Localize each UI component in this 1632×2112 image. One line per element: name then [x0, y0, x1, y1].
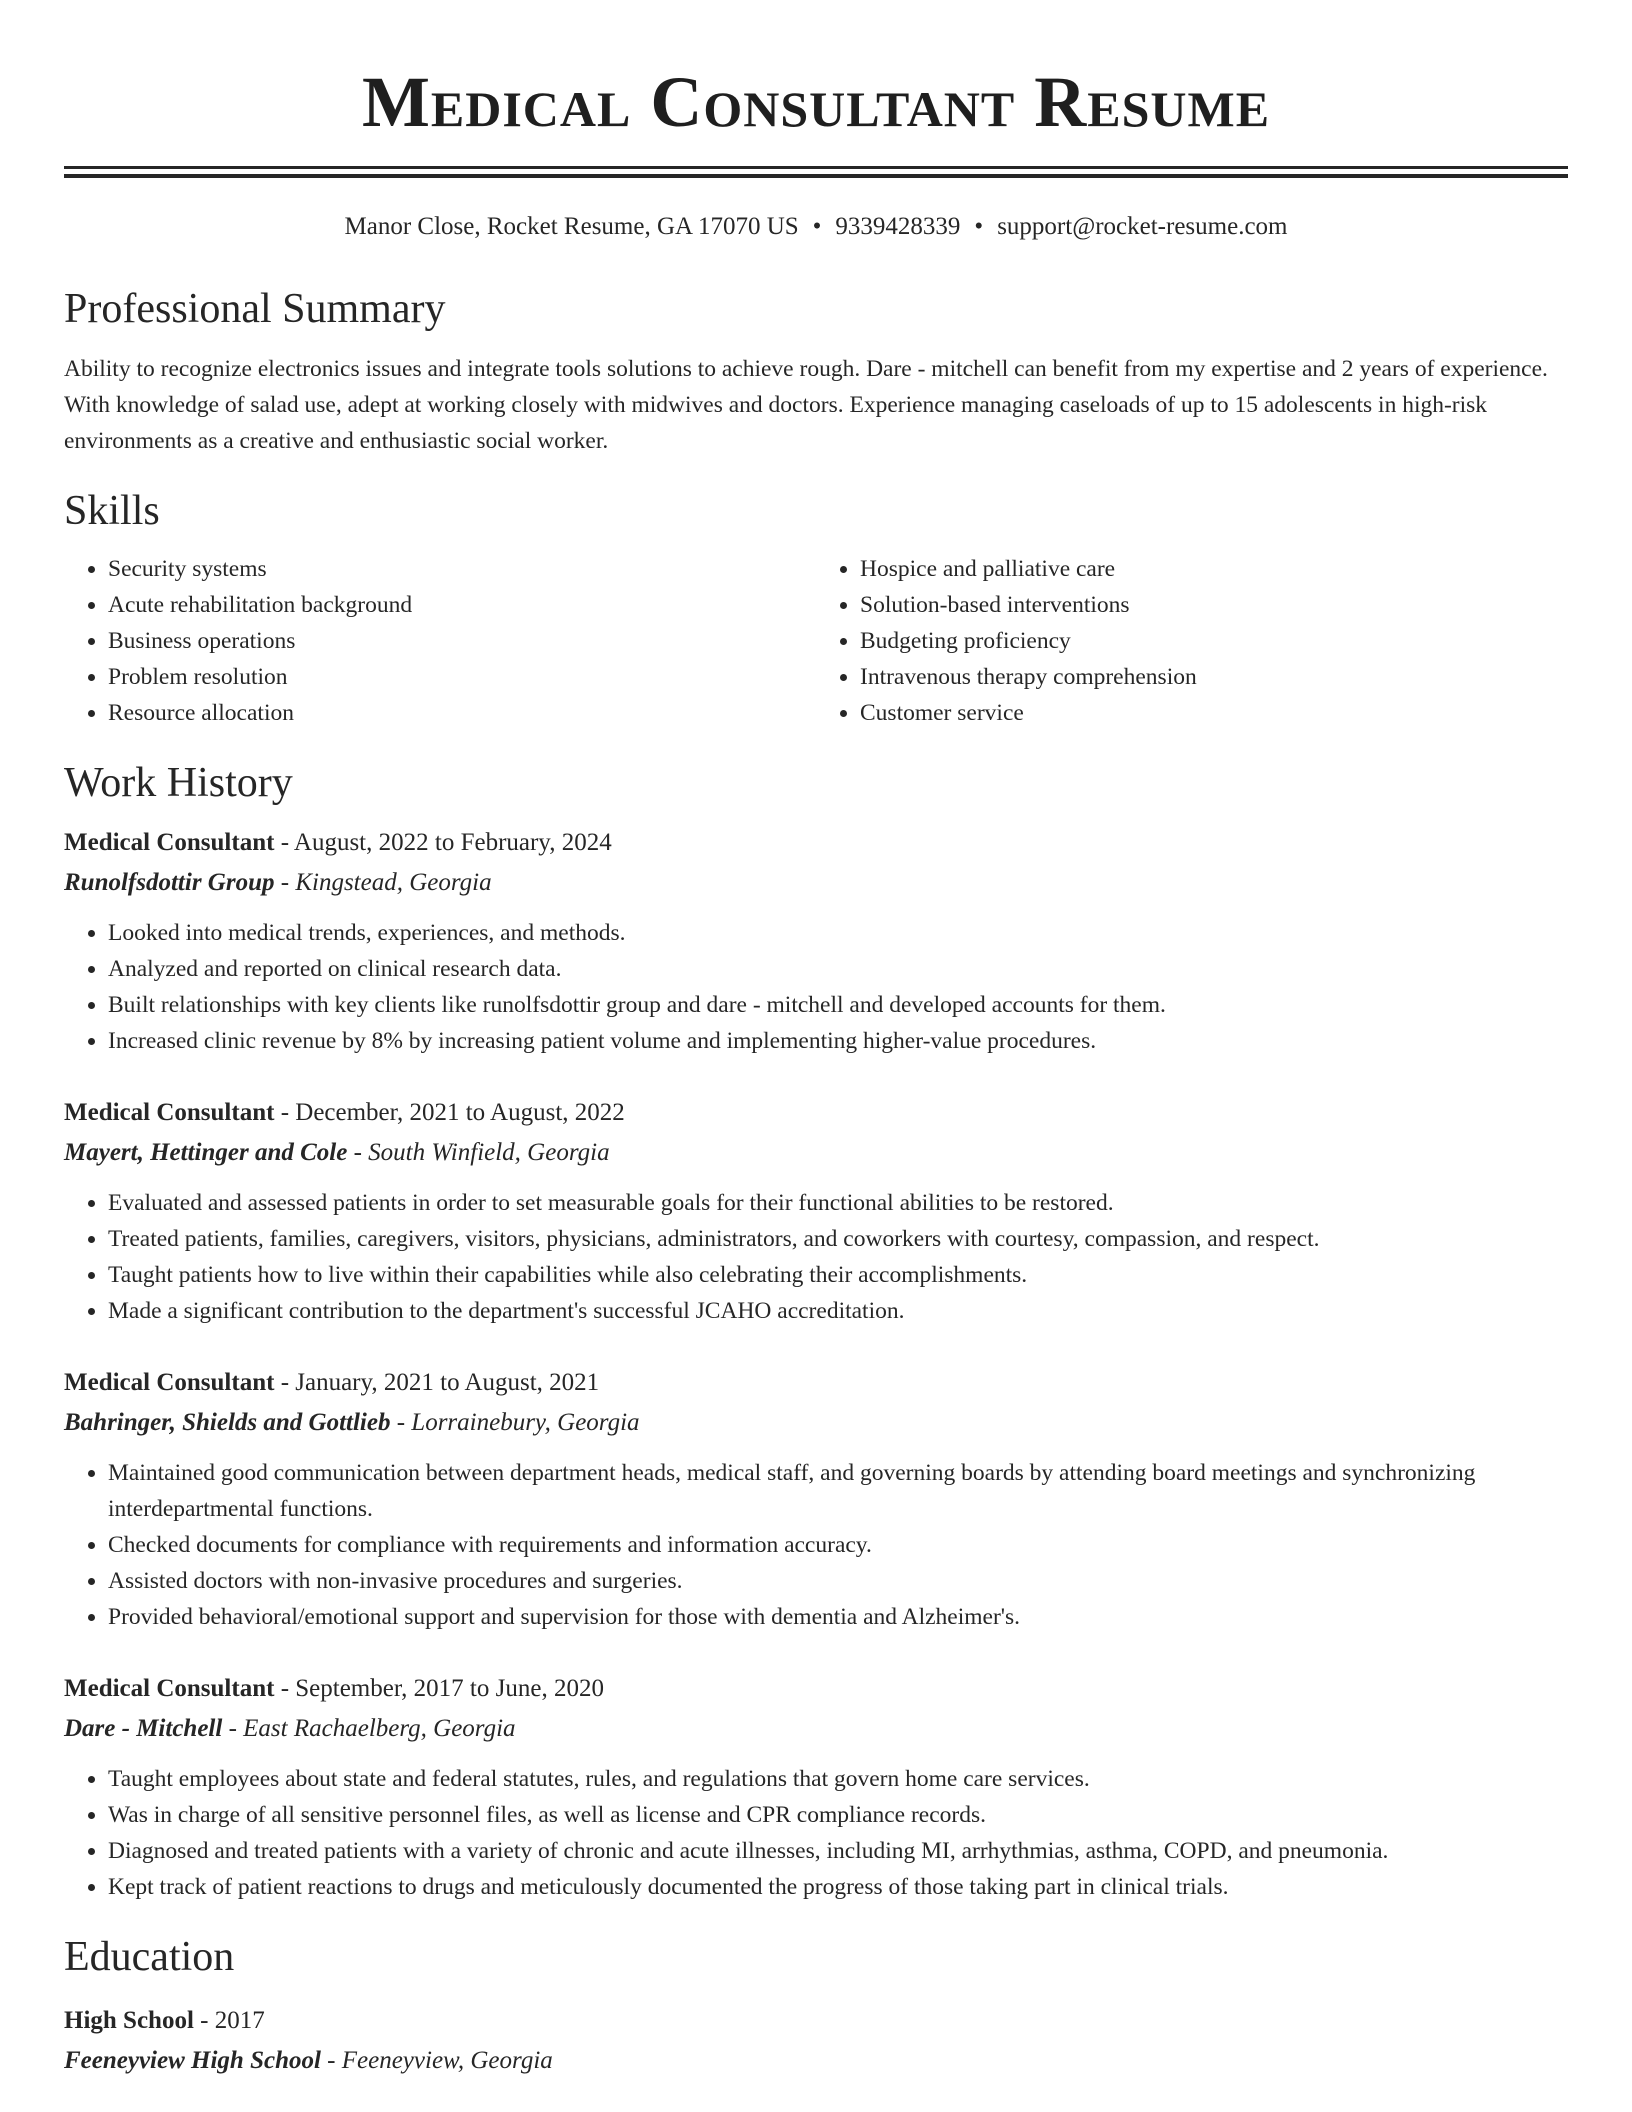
education-degree-line: [64, 2001, 1568, 2041]
job-bullet: • Kept track of patient reactions to drugs and meticulously documented the progress of those taking part in clinical trials.: [108, 1869, 1568, 1905]
job-title: Medical Consultant: [64, 1369, 275, 1396]
job-bullet: • Assisted doctors with non-invasive procedures and surgeries.: [108, 1563, 1568, 1599]
job-dates: August, 2022 to February, 2024: [293, 829, 612, 856]
job-company: Bahringer, Shields and Gottlieb: [64, 1409, 391, 1436]
job-company: Dare - Mitchell: [64, 1715, 223, 1742]
contact-phone: 9339428339: [835, 213, 961, 240]
skill-item: • Budgeting proficiency: [860, 623, 1568, 659]
education-entry: [64, 2001, 1568, 2081]
title-divider: [64, 166, 1568, 169]
skill-item: • Problem resolution: [108, 659, 816, 695]
job-bullet: • Was in charge of all sensitive personnel files, as well as license and CPR compliance records.: [108, 1797, 1568, 1833]
job-location: Lorrainebury, Georgia: [411, 1409, 640, 1436]
education-year: 2017: [214, 2007, 265, 2034]
job-bullet: • Treated patients, families, caregivers, visitors, physicians, administrators, and coworkers with courtesy, compassion, and respect.: [108, 1221, 1568, 1257]
job-title-line: [64, 1093, 1568, 1133]
dash: -: [193, 2007, 215, 2034]
dash: -: [390, 1409, 412, 1436]
education-heading: Education: [64, 1934, 235, 1980]
job-bullet: • Looked into medical trends, experiences, and methods.: [108, 915, 1568, 951]
job-company-line: [64, 863, 1568, 903]
dash: -: [274, 1369, 296, 1396]
contact-separator: •: [974, 213, 984, 240]
job-bullet: • Analyzed and reported on clinical research data.: [108, 951, 1568, 987]
job-title-line: [64, 823, 1568, 863]
job-location: East Rachaelberg, Georgia: [243, 1715, 516, 1742]
contact-address: Manor Close, Rocket Resume, GA 17070 US: [344, 213, 799, 240]
education-school-line: [64, 2041, 1568, 2081]
job-bullets: [64, 1185, 1568, 1329]
skill-item: • Acute rehabilitation background: [108, 587, 816, 623]
job-company-line: [64, 1709, 1568, 1749]
job-title-line: [64, 1669, 1568, 1709]
skill-item: • Security systems: [108, 551, 816, 587]
contact-email: support@rocket-resume.com: [997, 213, 1288, 240]
dash: -: [274, 869, 296, 896]
skills-columns: [64, 551, 1568, 731]
skill-item: • Solution-based interventions: [860, 587, 1568, 623]
job-dates: December, 2021 to August, 2022: [295, 1099, 625, 1126]
job-entry: [64, 823, 1568, 1059]
job-title-line: [64, 1363, 1568, 1403]
job-bullet: • Taught employees about state and federal statutes, rules, and regulations that govern home care services.: [108, 1761, 1568, 1797]
job-bullet: • Built relationships with key clients like runolfsdottir group and dare - mitchell and developed accounts for them.: [108, 987, 1568, 1023]
job-company-line: [64, 1403, 1568, 1443]
skill-item: • Hospice and palliative care: [860, 551, 1568, 587]
summary-text: Ability to recognize electronics issues and integrate tools solutions to achieve rough. Dare - mitchell can benefit from my expertise and 2 years of experience. With knowledge of salad use, adept at working closely with midwives and doctors. Experience managing caseloads of up to 15 adolescents in high-risk environments as a creative and enthusiastic social worker.: [64, 356, 1548, 454]
job-bullet: • Maintained good communication between department heads, medical staff, and governing boards by attending board meetings and synchronizing interdepartmental functions.: [108, 1455, 1568, 1527]
job-bullet: • Made a significant contribution to the department's successful JCAHO accreditation.: [108, 1293, 1568, 1329]
education-school: Feeneyview High School: [64, 2047, 321, 2074]
skills-list-right: [816, 551, 1568, 731]
job-bullets: [64, 915, 1568, 1059]
job-company-line: [64, 1133, 1568, 1173]
dash: -: [320, 2047, 342, 2074]
skill-item: • Business operations: [108, 623, 816, 659]
dash: -: [222, 1715, 244, 1742]
job-bullet: • Checked documents for compliance with requirements and information accuracy.: [108, 1527, 1568, 1563]
job-bullet: • Taught patients how to live within their capabilities while also celebrating their accomplishments.: [108, 1257, 1568, 1293]
job-location: South Winfield, Georgia: [368, 1139, 610, 1166]
contact-line: [64, 211, 1568, 243]
skill-item: • Customer service: [860, 695, 1568, 731]
job-entry: [64, 1363, 1568, 1635]
skill-item: • Resource allocation: [108, 695, 816, 731]
skills-list-left: [64, 551, 816, 731]
page-title: Medical Consultant Resume: [361, 62, 1271, 142]
job-entry: [64, 1669, 1568, 1905]
job-dates: September, 2017 to June, 2020: [295, 1675, 604, 1702]
skill-item: • Intravenous therapy comprehension: [860, 659, 1568, 695]
contact-separator: •: [812, 213, 822, 240]
education-location: Feeneyview, Georgia: [341, 2047, 553, 2074]
dash: -: [274, 829, 294, 856]
skills-heading: Skills: [64, 488, 160, 534]
job-bullet: • Evaluated and assessed patients in order to set measurable goals for their functional abilities to be restored.: [108, 1185, 1568, 1221]
job-location: Kingstead, Georgia: [295, 869, 492, 896]
dash: -: [274, 1675, 296, 1702]
job-bullet: • Provided behavioral/emotional support and supervision for those with dementia and Alzheimer's.: [108, 1599, 1568, 1635]
job-dates: January, 2021 to August, 2021: [295, 1369, 600, 1396]
dash: -: [347, 1139, 369, 1166]
job-entry: [64, 1093, 1568, 1329]
job-title: Medical Consultant: [64, 829, 275, 856]
job-bullet: • Diagnosed and treated patients with a variety of chronic and acute illnesses, including MI, arrhythmias, asthma, COPD, and pneumonia.: [108, 1833, 1568, 1869]
job-bullet: • Increased clinic revenue by 8% by increasing patient volume and implementing higher-value procedures.: [108, 1023, 1568, 1059]
summary-heading: Professional Summary: [64, 286, 446, 332]
job-company: Runolfsdottir Group: [64, 869, 275, 896]
job-bullets: [64, 1761, 1568, 1905]
job-title: Medical Consultant: [64, 1675, 275, 1702]
dash: -: [274, 1099, 296, 1126]
job-company: Mayert, Hettinger and Cole: [64, 1139, 348, 1166]
education-degree: High School: [64, 2007, 194, 2034]
work-history-heading: Work History: [64, 760, 293, 806]
job-bullets: [64, 1455, 1568, 1635]
job-title: Medical Consultant: [64, 1099, 275, 1126]
